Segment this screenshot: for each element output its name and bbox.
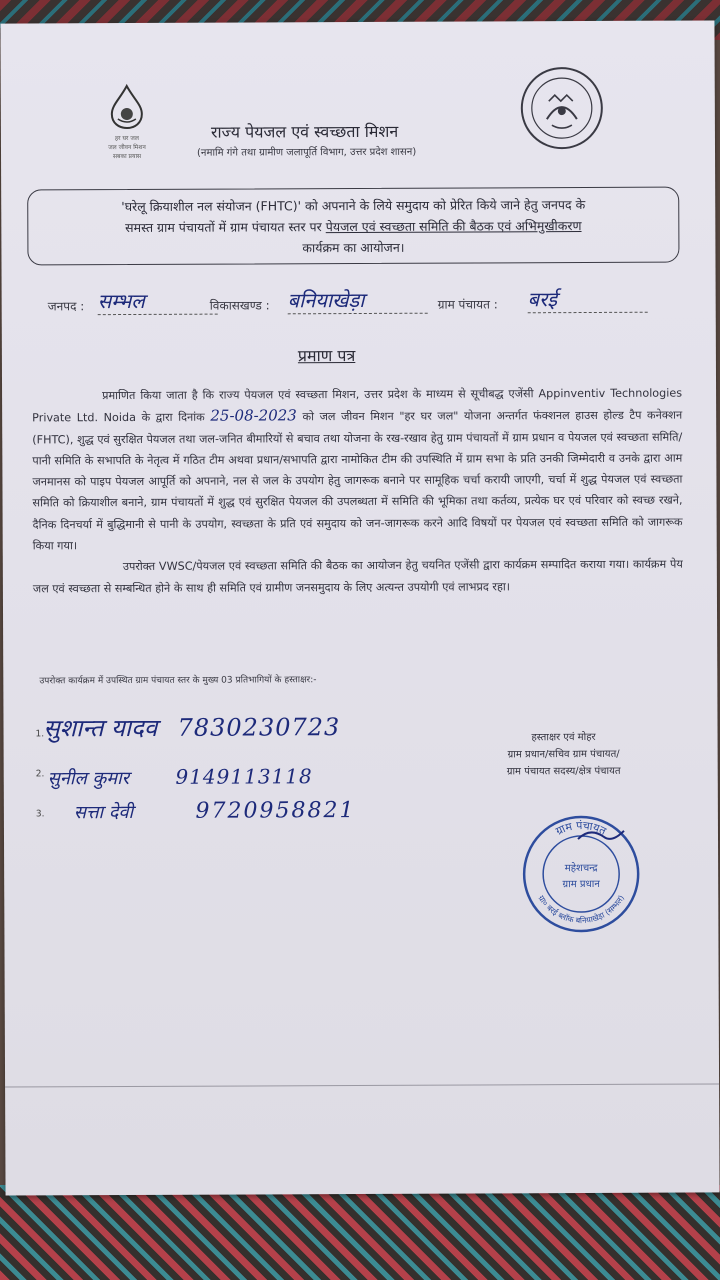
banner-line-1: 'घरेलू क्रियाशील नल संयोजन (FHTC)' को अपनाने के लिये समुदाय को प्रेरित किये जाने हेतु जनपद के — [121, 197, 586, 215]
participant-2-phone: 9149113118 — [175, 764, 313, 789]
certificate-body — [32, 383, 683, 600]
signatory-line-1: हस्ताक्षर एवं मोहर — [531, 731, 596, 744]
stamp-role: ग्राम प्रधान — [562, 878, 600, 891]
certificate-document — [0, 20, 719, 1195]
participant-3-index: 3. — [35, 809, 45, 820]
participant-1 — [43, 710, 340, 744]
certificate-paragraph-1 — [32, 383, 683, 557]
banner-line-3: कार्यक्रम का आयोजन। — [302, 239, 405, 256]
logo-tagline-3: सबका प्रयास — [112, 152, 142, 161]
signatory-block — [474, 729, 654, 781]
bottom-divider — [5, 1083, 719, 1087]
participant-3 — [74, 798, 356, 824]
participant-2-index: 2. — [35, 769, 45, 780]
water-drop-icon — [102, 83, 152, 129]
logo-tagline-2: जल जीवन मिशन — [108, 143, 146, 152]
participant-1-index: 1. — [35, 729, 45, 740]
signatory-line-2: ग्राम प्रधान/सचिव ग्राम पंचायत/ — [507, 748, 620, 761]
participant-1-name: सुशान्त यादव — [43, 713, 158, 743]
participant-3-phone: 9720958821 — [195, 798, 356, 824]
jal-jeevan-mission-logo — [102, 83, 152, 161]
certificate-paragraph-2: उपरोक्त VWSC/पेयजल एवं स्वच्छता समिति की बैठक का आयोजन हेतु चयनित एजेंसी द्वारा कार्यक्रम सम्पादित कराया गया। कार्यक्रम पेय जल एवं स्वच्छता से सम्बन्धित होने के साथ ही समिति एवं ग्रामीण जनसमुदाय के लिए अत्यन्त उपयोगी एवं लाभप्रद रहा। — [32, 557, 683, 596]
location-fields — [48, 285, 688, 324]
participant-3-name: सत्ता देवी — [73, 801, 134, 824]
paragraph-1-rest: को जल जीवन मिशन "हर घर जल" योजना अन्तर्गत फंक्शनल हाउस होल्ड टैप कनेक्शन (FHTC), शुद्ध एवं सुरक्षित पेयजल तथा जल-जनित बीमारियों से बचाव तथा योजना के रख-रखाव हेतु ग्राम पंचायतों में ग्राम प्रधान व पेयजल एवं स्वच्छता समिति/पानी समिति के सभापति के नेतृत्व में गठित टीम अथवा प्रधान/सभापति द्वारा नामोकित टीम की उपस्थिति में ग्राम सभा के प्रति उनकी जिम्मेदारी व उनके द्वारा आम जनमानस को पाइप पेयजल आपूर्ति को अपनाने, नल से जल के उपयोग हेतु जागरूक बनाने पर सामूहिक चर्चा करायी जाएगी, चर्चा में शुद्ध पेयजल एवं स्वच्छता समिति को क्रियाशील बनाने, ग्राम पंचायतों में शुद्ध एवं सुरक्षित पेयजल की उपलब्धता में समिति की भूमिका तथा कर्तव्य, प्रत्येक घर एवं परिवार को स्वच्छ रखने, दैनिक दिनचर्या में बुद्धिमानी से पानी के उपयोग, स्वच्छता के प्रति एवं समुदाय को जन-जागरूक करने आदि विषयों पर पेयजल एवं स्वच्छता समिति को जागरूक किया गया। — [32, 408, 683, 553]
background-mat-bottom — [0, 1185, 720, 1280]
certificate-title: प्रमाण पत्र — [297, 346, 356, 366]
district-label: जनपद : — [47, 299, 85, 314]
stamp-name: महेशचन्द्र — [564, 862, 598, 875]
panchayat-value: बरई — [528, 285, 648, 314]
banner-line-2-underlined: पेयजल एवं स्वच्छता समिति की बैठक एवं अभिमुखीकरण — [325, 218, 582, 235]
participants-intro: उपरोक्त कार्यक्रम में उपस्थित ग्राम पंचायत स्तर के मुख्य 03 प्रतिभागियों के हस्ताक्षर:- — [39, 675, 317, 687]
event-date: 25-08-2023 — [210, 406, 297, 425]
block-label: विकासखण्ड : — [209, 298, 270, 313]
stamp-ring-bottom: ग्रा० बरई ब्लॉक बनियाखेड़ा (सम्भल) — [536, 893, 627, 926]
panchayat-label: ग्राम पंचायत : — [437, 297, 498, 312]
gram-pradhan-stamp — [520, 813, 643, 936]
logo-tagline-1: हर घर जल — [114, 134, 139, 143]
up-government-emblem-icon — [519, 65, 605, 151]
banner-line-2-text: समस्त ग्राम पंचायतों में ग्राम पंचायत स्तर पर — [125, 219, 326, 236]
program-banner — [27, 187, 679, 266]
district-value: सम्भल — [98, 287, 218, 316]
participant-2 — [48, 764, 313, 790]
participant-1-phone: 7830230723 — [177, 713, 341, 742]
stamp-ring-top: ग्राम पंचायत — [553, 818, 609, 838]
participant-2-name: सुनील कुमार — [47, 768, 130, 790]
paragraph-1-start: प्रमाणित किया जाता है कि राज्य पेयजल एवं स्वच्छता मिशन, उत्तर प्रदेश के माध्यम से सूचीबद्ध एजेंसी Appinventiv Technologies Private Ltd. Noida के द्वारा दिनांक — [32, 386, 683, 425]
signatory-line-3: ग्राम पंचायत सदस्य/क्षेत्र पंचायत — [506, 765, 621, 778]
department-subtitle: (नमामि गंगे तथा ग्रामीण जलापूर्ति विभाग, उत्तर प्रदेश शासन) — [196, 146, 417, 159]
banner-line-2 — [42, 215, 664, 239]
mission-title: राज्य पेयजल एवं स्वच्छता मिशन — [210, 121, 399, 142]
block-value: बनियाखेड़ा — [288, 286, 428, 315]
